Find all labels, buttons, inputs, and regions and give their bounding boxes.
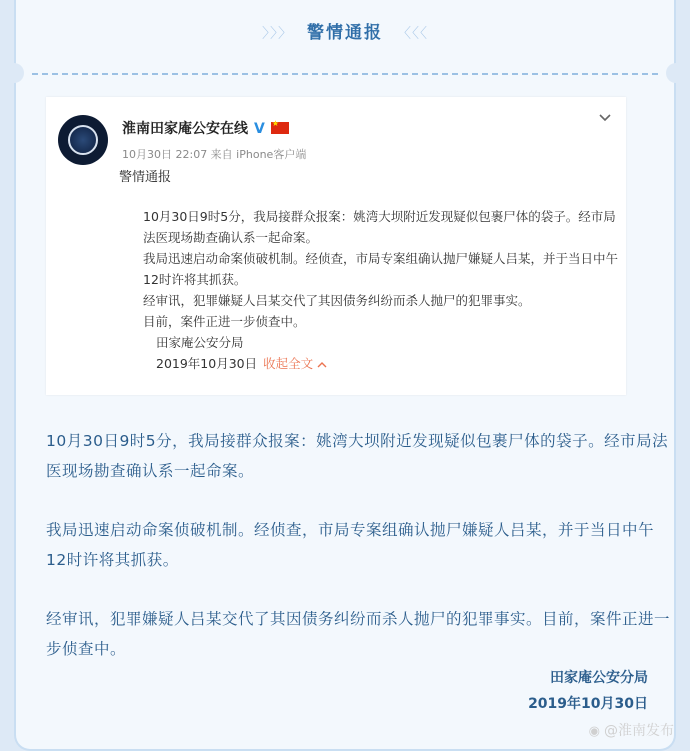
chevrons-right-decor: 〉〉〉 [262,26,293,42]
page-title: 警情通报 [307,23,383,43]
post-paragraph: 经审讯，犯罪嫌疑人吕某交代了其因债务纠纷而杀人抛尸的犯罪事实。 [143,293,531,308]
signature-date: 2019年10月30日 [528,696,648,712]
bulletin-body [46,426,671,693]
watermark [589,720,674,740]
post-signature: 田家庵公安分局 [156,335,244,350]
post-paragraph: 我局迅速启动命案侦破机制。经侦查，市局专案组确认抛尸嫌疑人吕某，并于当日中午12时许将其抓获。 [143,251,619,287]
body-paragraph: 10月30日9时5分，我局接群众报案：姚湾大坝附近发现疑似包裹尸体的袋子。经市局法医现场勘查确认系一起命案。 [46,432,669,480]
post-body [118,206,618,374]
bulletin-signature [528,665,648,717]
post-date: 2019年10月30日 [156,356,258,371]
post-title: 警情通报 [119,170,172,185]
avatar[interactable] [58,115,108,165]
chevron-up-icon [317,361,327,368]
account-name[interactable]: 淮南田家庵公安在线 [122,121,248,137]
post-date-row [118,353,618,374]
divider-notch-right [666,63,686,83]
signature-org: 田家庵公安分局 [550,670,648,686]
bulletin-header [16,0,674,76]
body-paragraph: 经审讯，犯罪嫌疑人吕某交代了其因债务纠纷而杀人抛尸的犯罪事实。目前，案件正进一步侦查中。 [46,610,671,658]
watermark-text: @淮南发布 [604,723,674,739]
china-flag-icon [271,122,289,134]
divider-notch-left [4,63,24,83]
chevron-down-icon[interactable] [598,111,612,127]
post-paragraph: 目前，案件正进一步侦查中。 [143,314,306,329]
chevrons-left-decor: 〈〈〈 [397,26,428,42]
account-name-row [122,118,289,138]
body-paragraph: 我局迅速启动命案侦破机制。经侦查，市局专案组确认抛尸嫌疑人吕某，并于当日中午12时许将其抓获。 [46,521,655,569]
verified-icon: V [254,121,265,137]
police-badge-icon [68,125,98,155]
collapse-link[interactable]: 收起全文 [263,356,327,371]
weibo-post-card [46,97,626,395]
post-meta: 10月30日 22:07 来自 iPhone客户端 [122,148,307,161]
bulletin-frame [14,0,676,751]
post-paragraph: 10月30日9时5分，我局接群众报案：姚湾大坝附近发现疑似包裹尸体的袋子。经市局法医现场勘查确认系一起命案。 [143,209,616,245]
weibo-logo-icon: ◉ [588,724,600,739]
dashed-divider [32,73,658,75]
